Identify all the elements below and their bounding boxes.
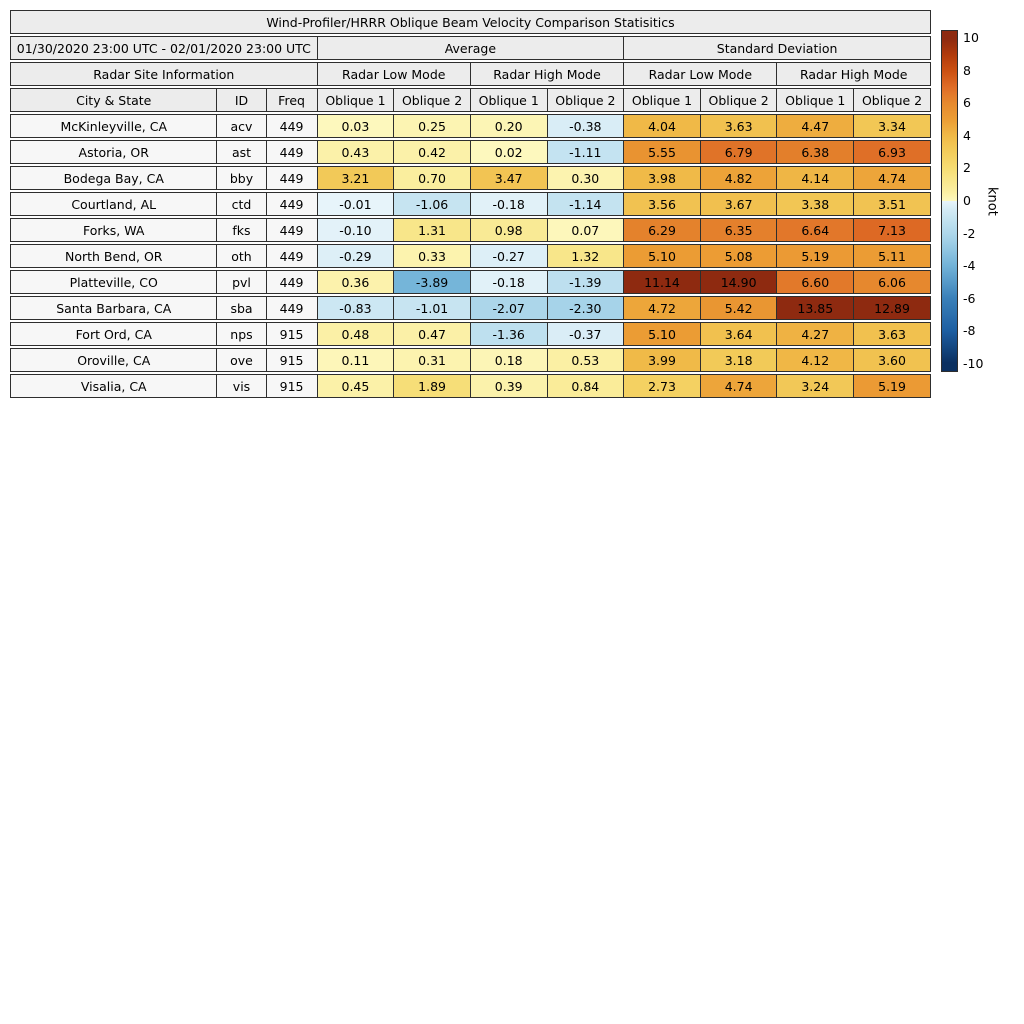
colorbar-tick-label: 2 — [963, 160, 971, 176]
colorbar-tick-label: 6 — [963, 95, 971, 111]
colorbar-tick-label: -8 — [963, 323, 976, 339]
site-id-cell: bby — [217, 166, 266, 190]
oblique-column-header: Oblique 2 — [854, 88, 931, 112]
site-freq-cell: 449 — [267, 218, 318, 242]
site-freq-cell: 449 — [267, 244, 318, 268]
value-cell: 4.14 — [777, 166, 854, 190]
value-cell: 0.42 — [394, 140, 471, 164]
value-cell: 6.06 — [854, 270, 931, 294]
value-cell: 0.98 — [471, 218, 548, 242]
value-cell: 5.19 — [854, 374, 931, 398]
value-cell: 0.18 — [471, 348, 548, 372]
oblique-column-header: Oblique 2 — [548, 88, 625, 112]
site-city-cell: Fort Ord, CA — [10, 322, 217, 346]
value-cell: -0.29 — [318, 244, 395, 268]
value-cell: 0.70 — [394, 166, 471, 190]
value-cell: 3.56 — [624, 192, 701, 216]
site-city-cell: Visalia, CA — [10, 374, 217, 398]
site-id-cell: ove — [217, 348, 266, 372]
value-cell: 6.60 — [777, 270, 854, 294]
value-cell: 4.72 — [624, 296, 701, 320]
value-cell: 14.90 — [701, 270, 778, 294]
site-city-cell: Santa Barbara, CA — [10, 296, 217, 320]
value-cell: 3.47 — [471, 166, 548, 190]
site-id-cell: sba — [217, 296, 266, 320]
site-freq-cell: 449 — [267, 166, 318, 190]
value-cell: 3.60 — [854, 348, 931, 372]
value-cell: -0.18 — [471, 270, 548, 294]
value-cell: 0.36 — [318, 270, 395, 294]
site-city-cell: Platteville, CO — [10, 270, 217, 294]
oblique-column-header: Oblique 1 — [624, 88, 701, 112]
colorbar-tick-label: -6 — [963, 290, 976, 306]
value-cell: 0.33 — [394, 244, 471, 268]
value-cell: 6.64 — [777, 218, 854, 242]
city-column-header: City & State — [10, 88, 217, 112]
oblique-column-header: Oblique 1 — [777, 88, 854, 112]
value-cell: 0.84 — [548, 374, 625, 398]
value-cell: 0.30 — [548, 166, 625, 190]
value-cell: 0.02 — [471, 140, 548, 164]
value-cell: 5.08 — [701, 244, 778, 268]
site-id-cell: oth — [217, 244, 266, 268]
value-cell: -1.39 — [548, 270, 625, 294]
site-id-cell: ast — [217, 140, 266, 164]
site-freq-cell: 915 — [267, 374, 318, 398]
table-row — [10, 322, 931, 346]
site-id-cell: nps — [217, 322, 266, 346]
table-row — [10, 244, 931, 268]
value-cell: 4.04 — [624, 114, 701, 138]
value-cell: 3.98 — [624, 166, 701, 190]
value-cell: 0.20 — [471, 114, 548, 138]
value-cell: 4.27 — [777, 322, 854, 346]
colorbar-tick-label: 4 — [963, 127, 971, 143]
value-cell: 3.24 — [777, 374, 854, 398]
value-cell: 0.43 — [318, 140, 395, 164]
value-cell: 3.63 — [854, 322, 931, 346]
value-cell: 4.82 — [701, 166, 778, 190]
value-cell: -2.07 — [471, 296, 548, 320]
value-cell: 11.14 — [624, 270, 701, 294]
colorbar-tick-label: 0 — [963, 192, 971, 208]
value-cell: 13.85 — [777, 296, 854, 320]
value-cell: 5.42 — [701, 296, 778, 320]
value-cell: 1.32 — [548, 244, 625, 268]
oblique-column-header: Oblique 2 — [701, 88, 778, 112]
site-freq-cell: 915 — [267, 348, 318, 372]
value-cell: -0.27 — [471, 244, 548, 268]
mode-header-row — [10, 62, 931, 86]
value-cell: -0.18 — [471, 192, 548, 216]
colorbar-axis-label: knot — [984, 186, 1000, 216]
site-id-cell: pvl — [217, 270, 266, 294]
colorbar-tick-label: -10 — [963, 355, 984, 371]
table-row — [10, 192, 931, 216]
date-range-label: 01/30/2020 23:00 UTC - 02/01/2020 23:00 UTC — [10, 36, 318, 60]
value-cell: 6.29 — [624, 218, 701, 242]
value-cell: 3.64 — [701, 322, 778, 346]
site-id-cell: vis — [217, 374, 266, 398]
site-city-cell: Courtland, AL — [10, 192, 217, 216]
value-cell: 2.73 — [624, 374, 701, 398]
value-cell: -3.89 — [394, 270, 471, 294]
value-cell: 1.31 — [394, 218, 471, 242]
std-high-mode-header: Radar High Mode — [777, 62, 931, 86]
value-cell: 3.51 — [854, 192, 931, 216]
value-cell: -0.83 — [318, 296, 395, 320]
value-cell: 0.45 — [318, 374, 395, 398]
table-row — [10, 296, 931, 320]
value-cell: 4.12 — [777, 348, 854, 372]
value-cell: 3.38 — [777, 192, 854, 216]
value-cell: 3.21 — [318, 166, 395, 190]
value-cell: 6.79 — [701, 140, 778, 164]
stats-table — [10, 8, 931, 400]
colorbar — [941, 30, 958, 372]
value-cell: -0.37 — [548, 322, 625, 346]
value-cell: 0.47 — [394, 322, 471, 346]
wind-profiler-stats-figure — [10, 8, 931, 400]
value-cell: 5.55 — [624, 140, 701, 164]
value-cell: 5.10 — [624, 322, 701, 346]
value-cell: 5.19 — [777, 244, 854, 268]
site-freq-cell: 915 — [267, 322, 318, 346]
stats-table-body — [10, 114, 931, 398]
site-city-cell: Bodega Bay, CA — [10, 166, 217, 190]
value-cell: 0.48 — [318, 322, 395, 346]
table-row — [10, 140, 931, 164]
value-cell: 0.39 — [471, 374, 548, 398]
value-cell: -1.36 — [471, 322, 548, 346]
oblique-column-header: Oblique 2 — [394, 88, 471, 112]
colorbar-tick-label: -2 — [963, 225, 976, 241]
value-cell: 3.63 — [701, 114, 778, 138]
std-group-header: Standard Deviation — [624, 36, 931, 60]
value-cell: 7.13 — [854, 218, 931, 242]
table-row — [10, 374, 931, 398]
site-freq-cell: 449 — [267, 192, 318, 216]
site-freq-cell: 449 — [267, 140, 318, 164]
oblique-column-header: Oblique 1 — [318, 88, 395, 112]
value-cell: 0.03 — [318, 114, 395, 138]
site-city-cell: Oroville, CA — [10, 348, 217, 372]
site-city-cell: North Bend, OR — [10, 244, 217, 268]
freq-column-header: Freq — [267, 88, 318, 112]
value-cell: 6.38 — [777, 140, 854, 164]
value-cell: -0.10 — [318, 218, 395, 242]
title-row — [10, 10, 931, 34]
value-cell: -1.11 — [548, 140, 625, 164]
site-freq-cell: 449 — [267, 114, 318, 138]
id-column-header: ID — [217, 88, 266, 112]
value-cell: 6.35 — [701, 218, 778, 242]
value-cell: 4.47 — [777, 114, 854, 138]
oblique-column-header: Oblique 1 — [471, 88, 548, 112]
avg-low-mode-header: Radar Low Mode — [318, 62, 471, 86]
value-cell: 0.53 — [548, 348, 625, 372]
colorbar-tick-label: 8 — [963, 62, 971, 78]
value-cell: -0.01 — [318, 192, 395, 216]
site-info-header: Radar Site Information — [10, 62, 318, 86]
value-cell: 3.67 — [701, 192, 778, 216]
avg-high-mode-header: Radar High Mode — [471, 62, 624, 86]
colorbar-tick-label: 10 — [963, 29, 979, 45]
std-low-mode-header: Radar Low Mode — [624, 62, 777, 86]
site-freq-cell: 449 — [267, 296, 318, 320]
table-row — [10, 166, 931, 190]
value-cell: 3.34 — [854, 114, 931, 138]
value-cell: -1.06 — [394, 192, 471, 216]
value-cell: -0.38 — [548, 114, 625, 138]
value-cell: 3.18 — [701, 348, 778, 372]
average-group-header: Average — [318, 36, 625, 60]
chart-title: Wind-Profiler/HRRR Oblique Beam Velocity Comparison Statisitics — [10, 10, 931, 34]
table-row — [10, 348, 931, 372]
group-header-row — [10, 36, 931, 60]
table-row — [10, 114, 931, 138]
value-cell: 5.11 — [854, 244, 931, 268]
column-header-row — [10, 88, 931, 112]
value-cell: 3.99 — [624, 348, 701, 372]
value-cell: -2.30 — [548, 296, 625, 320]
table-row — [10, 218, 931, 242]
value-cell: 6.93 — [854, 140, 931, 164]
site-id-cell: acv — [217, 114, 266, 138]
site-city-cell: Forks, WA — [10, 218, 217, 242]
value-cell: 12.89 — [854, 296, 931, 320]
site-id-cell: ctd — [217, 192, 266, 216]
site-id-cell: fks — [217, 218, 266, 242]
value-cell: -1.01 — [394, 296, 471, 320]
value-cell: 4.74 — [854, 166, 931, 190]
value-cell: 0.31 — [394, 348, 471, 372]
value-cell: 4.74 — [701, 374, 778, 398]
value-cell: -1.14 — [548, 192, 625, 216]
table-row — [10, 270, 931, 294]
site-city-cell: McKinleyville, CA — [10, 114, 217, 138]
value-cell: 0.07 — [548, 218, 625, 242]
value-cell: 5.10 — [624, 244, 701, 268]
value-cell: 1.89 — [394, 374, 471, 398]
site-freq-cell: 449 — [267, 270, 318, 294]
colorbar-tick-label: -4 — [963, 257, 976, 273]
value-cell: 0.11 — [318, 348, 395, 372]
site-city-cell: Astoria, OR — [10, 140, 217, 164]
value-cell: 0.25 — [394, 114, 471, 138]
